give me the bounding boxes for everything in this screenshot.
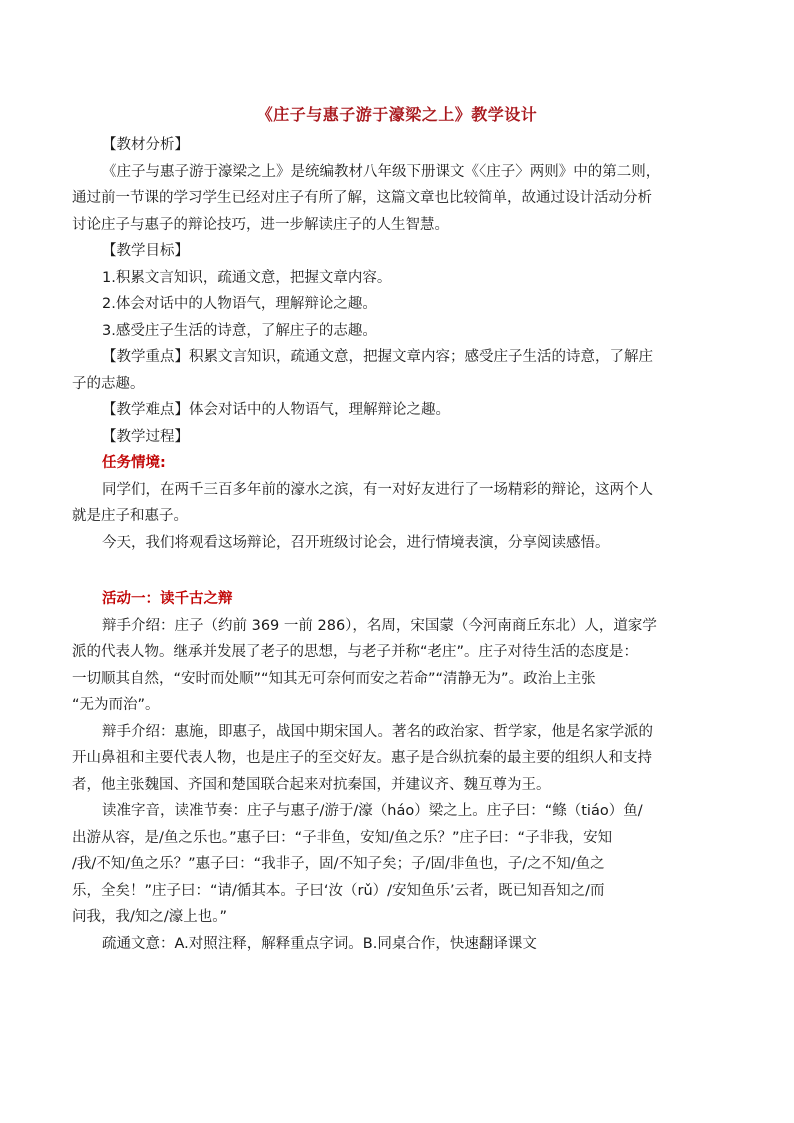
paragraph-line: 【教学难点】体会对话中的人物语气，理解辩论之趣。 [102, 402, 450, 418]
document-title: 《庄子与惠子游于濠梁之上》教学设计 [256, 105, 538, 124]
paragraph-line: 2.体会对话中的人物语气，理解辩论之趣。 [102, 296, 377, 312]
paragraph-line: 【教学过程】 [102, 428, 189, 445]
paragraph-line: 派的代表人物。继承并发展了老子的思想，与老子并称“老庄”。庄子对待生活的态度是： [72, 644, 639, 660]
paragraph-line: 1.积累文言知识，疏通文意，把握文章内容。 [102, 269, 392, 286]
paragraph-line: 开山鼻祖和主要代表人物，也是庄子的至交好友。惠子是合纵抗秦的最主要的组织人和支持 [72, 750, 652, 766]
document-body [72, 132, 724, 957]
paragraph-line: 【教学目标】 [102, 243, 189, 259]
paragraph-line: 【教学重点】积累文言知识，疏通文意，把握文章内容；感受庄子生活的诗意，了解庄 [102, 349, 653, 365]
paragraph-line: 活动一：读千古之辩 [102, 591, 233, 607]
paragraph-line: 一切顺其自然，“安时而处顺”“知其无可奈何而安之若命”“清静无为”。政治上主张 [72, 670, 596, 687]
paragraph-line: 【教材分析】 [102, 137, 189, 153]
paragraph-line: 任务情境: [102, 455, 166, 471]
paragraph-line: 乐，全矣！”庄子曰：“请/循其本。子曰‘汝（rǔ）/安知鱼乐’云者，既已知吾知之/而 [72, 882, 605, 899]
spacer [72, 556, 724, 586]
paragraph-line: 辩手介绍：惠施，即惠子，战国中期宋国人。著名的政治家、哲学家，他是名家学派的 [102, 723, 653, 740]
paragraph-line: 辩手介绍：庄子（约前 369 一前 286），名周，宋国蒙（今河南商丘东北）人，道家学 [102, 617, 657, 634]
paragraph-line: 子的志趣。 [72, 375, 145, 392]
paragraph-line: /我/不知/鱼之乐？”惠子曰：“我非子，固/不知子矣；子/固/非鱼也，子/之不知/鱼之 [72, 856, 605, 872]
paragraph-line: 3.感受庄子生活的诗意，了解庄子的志趣。 [102, 322, 377, 339]
paragraph-line: 者，他主张魏国、齐国和楚国联合起来对抗秦国，并建议齐、魏互尊为王。 [72, 776, 551, 793]
paragraph-line: 疏通文意：A.对照注释，解释重点字词。B.同桌合作，快速翻译课文 [102, 935, 537, 952]
paragraph-line: 通过前一节课的学习学生已经对庄子有所了解，这篇文章也比较简单，故通过设计活动分析 [72, 190, 652, 206]
paragraph-line: 出游从容，是/鱼之乐也。”惠子曰：“子非鱼，安知/鱼之乐？”庄子曰：“子非我，安知 [72, 829, 613, 846]
paragraph-line: 讨论庄子与惠子的辩论技巧，进一步解读庄子的人生智慧。 [72, 216, 449, 233]
paragraph-line: 就是庄子和惠子。 [72, 508, 188, 524]
paragraph-line: 问我，我/知之/濠上也。” [72, 909, 228, 925]
paragraph-line: 读准字音，读准节奏：庄子与惠子/游于/濠（háo）梁之上。庄子曰：“鲦（tiáo）鱼/ [102, 803, 643, 819]
paragraph-line: 今天，我们将观看这场辩论，召开班级讨论会，进行情境表演，分享阅读感悟。 [102, 534, 610, 551]
paragraph-line: 《庄子与惠子游于濠梁之上》是统编教材八年级下册课文《〈庄子〉两则》中的第二则， [102, 163, 661, 180]
paragraph-line: “无为而治”。 [72, 697, 160, 713]
paragraph-line: 同学们，在两千三百多年前的濠水之滨，有一对好友进行了一场精彩的辩论，这两个人 [102, 481, 653, 498]
